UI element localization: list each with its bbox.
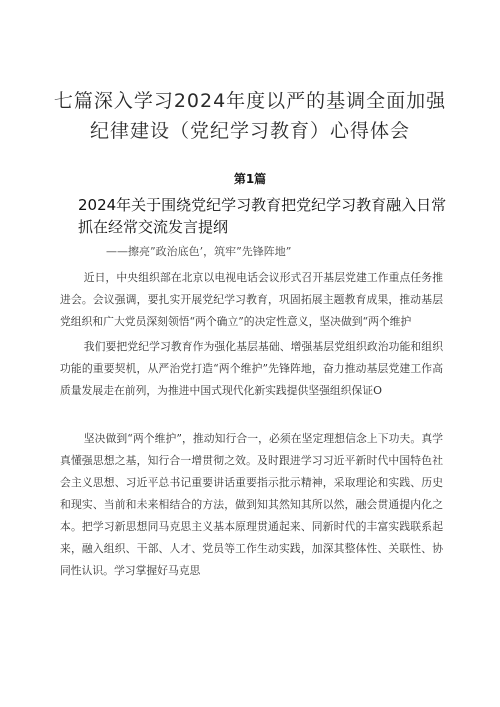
document-title-line2: 纪律建设（党纪学习教育）心得体会	[89, 120, 410, 142]
chapter-label: 第1篇	[233, 172, 267, 186]
body-paragraph-3	[60, 428, 443, 582]
body-paragraph-1	[60, 267, 443, 333]
body-paragraph-2	[60, 336, 443, 402]
document-title-line1: 七篇深入学习2024年度以严的基调全面加强	[53, 90, 447, 112]
paragraph-text: 我们要把党纪学习教育作为强化基层基础、增强基层党组织政治功能和组织功能的重要契机，从严治党打造“两个维护”先锋阵地，奋力推动基层党建工作高质量发展走在前列，为推进中国式现代化新实践提供坚强组织保证O	[60, 340, 443, 397]
paragraph-text: 近日，中央组织部在北京以电视电话会议形式召开基层党建工作重点任务推进会。会议强调，要扎实开展党纪学习教育，巩固拓展主题教育成果，推动基层党组织和广大党员深刻领悟“两个确立”的决定性意义，坚决做到“两个维护	[60, 271, 443, 328]
chapter-subtitle: ——擦亮”政治底色’，筑牢”先锋阵地”	[106, 245, 292, 258]
paragraph-text: 坚决做到“两个维护”，推动知行合一，必须在坚定理想信念上下功夫。真学真懂强思想之基，知行合一增贯彻之效。及时跟进学习习近平新时代中国特色社会主义思想、习近平总书记重要讲话重要指示批示精神，采取理论和实践、历史和现实、当前和未来相结合的方法，做到知其然知其所以然，融会贯通提内化之本。把学习新思想同马克思主义基本原理贯通起来、同新时代的丰富实践联系起来，融入组织、干部、人才、党员等工作生动实践，加深其整体性、关联性、协同性认识。学习掌握好马克思	[60, 432, 443, 577]
chapter-title-line2: 抓在经常交流发言提纲	[78, 218, 229, 236]
chapter-title-line1: 2024年关于围绕党纪学习教育把党纪学习教育融入日常	[78, 196, 447, 214]
